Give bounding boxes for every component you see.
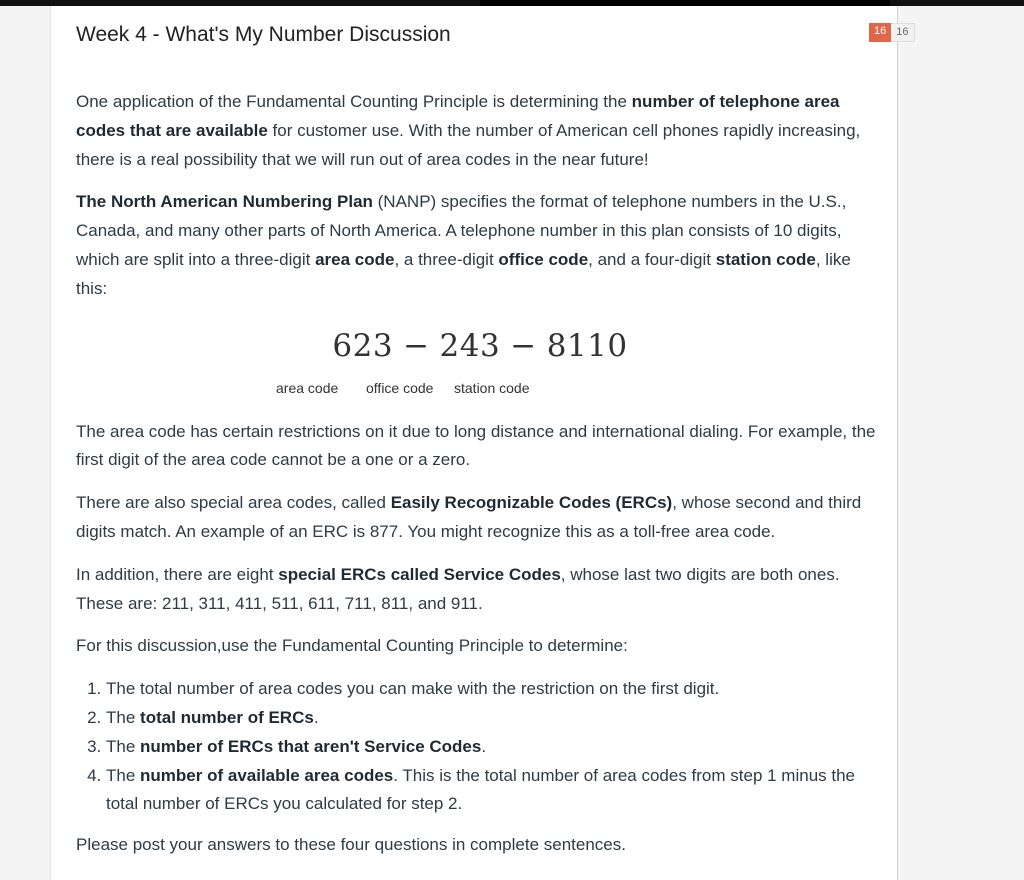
unread-count-badge[interactable]: 16 (869, 23, 891, 42)
paragraph-closing: Please post your answers to these four questions in complete sentences. (76, 835, 626, 855)
text: for customer use. With the number of American cell phones rapidly increasing, there is a real possibility that we will run out of area codes in the near future! (76, 120, 861, 169)
text: , whose last two digits are both ones. These are: 211, 311, 411, 511, 611, 711, 811, and 911. (76, 564, 840, 613)
page-title: Week 4 - What's My Number Discussion (76, 23, 451, 46)
text: , like this: (76, 249, 851, 298)
station-code-digits: 8110 (546, 327, 628, 364)
bold-text: number of telephone area codes that are available (76, 92, 840, 140)
question-list (76, 675, 876, 819)
text: , whose second and third digits match. An example of an ERC is 877. You might recognize this as a toll-free area code. (76, 493, 862, 541)
list-item (106, 704, 876, 733)
text: (NANP) specifies the format of telephone numbers in the U.S., Canada, and many other parts of North America. A telephone number in this plan consists of 10 digits, which are split into a three-digit (76, 192, 847, 269)
text: . This is the total number of area codes from step 1 minus the total number of ERCs you calculated for step 2. (106, 765, 855, 814)
office-code-label: office code (366, 379, 434, 396)
list-item (106, 675, 876, 704)
area-code-label: area code (276, 379, 339, 396)
paragraph-nanp (76, 188, 876, 303)
text: There are also special area codes, called (76, 493, 391, 513)
bold-text: Easily Recognizable Codes (ERCs) (390, 493, 673, 513)
separator: − (510, 327, 537, 364)
total-count-badge: 16 (891, 23, 914, 42)
text: . (313, 707, 319, 727)
list-item (106, 762, 876, 820)
area-code-digits: 623 (332, 327, 394, 364)
text: In addition, there are eight (76, 564, 279, 584)
text: The (106, 765, 141, 785)
text: One application of the Fundamental Counting Principle is determining the (76, 92, 632, 111)
bold-text: number of available area codes (140, 765, 394, 785)
text: , a three-digit (394, 249, 499, 269)
station-code-label: station code (454, 379, 530, 396)
text: . (481, 736, 487, 756)
discussion-content (76, 20, 876, 860)
paragraph-intro (76, 88, 876, 174)
text: The (106, 736, 141, 756)
bold-text: office code (498, 249, 589, 269)
bold-text: area code (315, 249, 395, 269)
list-item (106, 733, 876, 762)
text: , and a four-digit (588, 249, 716, 269)
bold-text: The North American Numbering Plan (76, 192, 373, 212)
phone-part-labels (76, 380, 876, 404)
office-code-digits: 243 (439, 327, 501, 364)
paragraph-service-codes (76, 561, 876, 619)
bold-text: special ERCs called Service Codes (278, 564, 561, 584)
bold-text: total number of ERCs (140, 707, 314, 727)
paragraph-restrictions: The area code has certain restrictions on it due to long distance and international dialing. For example, the first digit of the area code cannot be a one or a zero. (76, 421, 876, 470)
phone-number-example (76, 326, 876, 366)
bold-text: station code (715, 249, 816, 269)
paragraph-instructions: For this discussion,use the Fundamental Counting Principle to determine: (76, 636, 628, 656)
bold-text: number of ERCs that aren't Service Codes (140, 736, 482, 756)
separator: − (403, 327, 430, 364)
text: The total number of area codes you can make with the restriction on the first digit. (106, 679, 720, 699)
paragraph-ercs (76, 489, 876, 547)
text: The (106, 707, 141, 727)
